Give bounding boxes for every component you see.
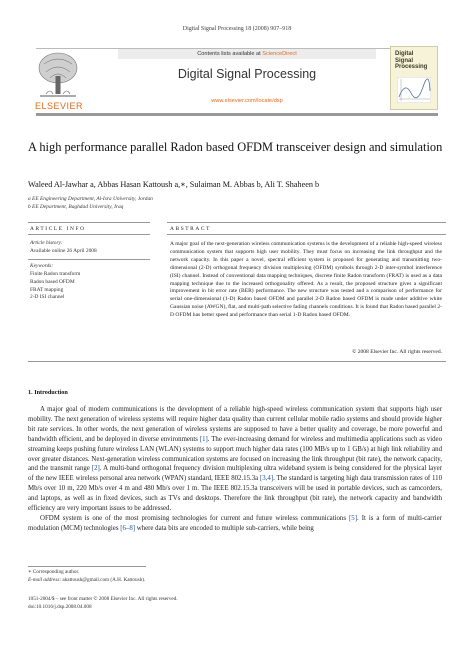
divider (167, 234, 446, 235)
journal-url[interactable] (118, 98, 376, 104)
journal-url-text[interactable]: www.elsevier.com/locate/dsp (211, 98, 283, 104)
abstract-text: A major goal of the next-generation wireless communication systems is the development of a reliable high-speed wireless communication system that supports high user mobility. They must focus on increasing the link throughput and the network capacity. In this paper a novel, spectral efficient system is proposed for generating and transmitting two-dimensional (2-D) orthogonal frequency division multiplexing (OFDM) symbols through 2-D inter-symbol interference (ISI) channel. Instead of conventional data mapping techniques, discrete finite Radon transform (FRAT) is used as a data mapping technique due to the increased orthogonality offered. As a result, the proposed structure gives a significant improvement in bit error rate (BER) performance. The new structure was tested and a comparison of performance for serial one-dimensional (1-D) Radon based OFDM and parallel 2-D Radon based OFDM is made under additive white Gaussian noise (AWGN), flat, and multi-path selective fading channels conditions. It is found that Radon based parallel 2-D OFDM has better speed and performance than serial 1-D Radon based OFDM. (170, 241, 442, 319)
email-label: E-mail address: (28, 577, 63, 583)
corresponding-author-note: ∗ Corresponding author. (28, 569, 80, 575)
cover-title-line: Processing (395, 64, 428, 71)
divider (28, 222, 150, 223)
email-link[interactable]: akattoush@gmail.com (A.H. Kattoush). (62, 577, 146, 583)
keyword: Radon based OFDM (30, 278, 75, 285)
journal-title: Digital Signal Processing (177, 67, 317, 81)
running-header: Digital Signal Processing 18 (2008) 907–918 (182, 26, 292, 32)
affiliation: b EE Department, Baghdad University, Iraq (28, 204, 124, 210)
citation-link[interactable]: [1] (199, 435, 208, 443)
contents-availability (118, 49, 376, 59)
history-value: Available online 26 April 2008 (30, 248, 97, 254)
publisher-name: ELSEVIER (34, 101, 84, 111)
paragraph (28, 514, 442, 534)
citation-link[interactable]: [5] (349, 514, 357, 522)
journal-cover (390, 46, 438, 110)
divider (28, 361, 446, 362)
paragraph-text: OFDM system is one of the most promising technologies for current and future wireless communications (40, 514, 350, 522)
cover-plot-icon (397, 77, 431, 103)
divider (167, 222, 446, 223)
paragraph-text: where data bits are encoded to multiple sub-carriers, while being (135, 524, 314, 532)
keyword-list (30, 271, 80, 302)
paper-title: A high performance parallel Radon based OFDM transceiver design and simulation (28, 140, 443, 154)
abstract-copyright: © 2008 Elsevier Inc. All rights reserved. (352, 349, 442, 355)
citation-link[interactable]: [6–8] (120, 524, 136, 532)
keyword: 2-D ISI channel (30, 294, 65, 301)
divider (28, 234, 150, 235)
footnote-divider (28, 566, 146, 567)
affiliation: a EE Engineering Department, Al-Isra University, Jordan (28, 196, 153, 202)
elsevier-tree-logo (36, 50, 80, 102)
abstract-header: ABSTRACT (170, 226, 211, 232)
email-note (28, 577, 145, 583)
paragraph-text: A major goal of modern communications is the development of a reliable high-speed wireless communication system that supports high user mobility. The next generation of wireless systems will require higher data quality than current cellular mobile radio systems and should provide higher bit rate services. In other words, the next generation of wireless systems are supposed to have a better quality and coverage, be more powerful and bandwidth efficient, and be deployed in diverse environments (28, 406, 442, 443)
paragraph-text: . The standard is targeting high data transmission rates of 110 Mb/s over 10 m, 220 Mb/s over 4 m and 480 Mb/s over 1 m. The IEEE 802.15.3a transceivers will be used in portable devices, such as camcorders, and laptops, as well as in fixed devices, such as TVs and desktops. Therefore the link throughput (bit rate), the network capacity and bandwidth efficiency are very important issues to be addressed. (28, 475, 442, 513)
sciencedirect-link[interactable]: ScienceDirect (262, 51, 297, 57)
cover-title-line: Digital (395, 51, 414, 57)
keyword: Finite Radon transform (30, 271, 81, 277)
keyword: FRAT mapping (30, 286, 64, 293)
section-heading: 1. Introduction (28, 389, 68, 396)
citation-link[interactable]: [3,4] (259, 475, 274, 483)
issn-line: 1051-2004/$ – see front matter © 2008 Elsevier Inc. All rights reserved. (28, 596, 178, 602)
doi-link[interactable]: doi:10.1016/j.dsp.2008.04.008 (28, 604, 92, 610)
keywords-label: Keywords: (30, 263, 54, 269)
cover-title-line: Signal (395, 57, 414, 64)
citation-link[interactable]: [2] (91, 465, 100, 473)
cover-title (395, 51, 435, 71)
history-label: Article history: (30, 240, 63, 246)
section-body (28, 405, 442, 534)
paragraph-text: . A multi-band orthogonal frequency division multiplexing ultra wideband system is being considered for the physical layer of the new IEEE wireless personal area network (WPAN) standard, IEEE 802.15.3a (28, 465, 442, 483)
article-info-header: ARTICLE INFO (30, 226, 86, 232)
divider (28, 259, 150, 260)
paragraph-text: . The ever-increasing demand for wireless and multimedia applications such as video streaming keeps pushing future wireless LAN (WLAN) systems to support much higher data rates (100 MB/s up to 1 GB/s) at high link reliability and over greater distances. Next-generation wireless communication systems are focused on increasing the link throughput (bit rate), the network capacity, and the transmit range (28, 435, 443, 473)
contents-prefix: Contents lists available at (197, 51, 263, 57)
paragraph-text: . It is a form of multi-carrier modulation (MCM) technologies (28, 514, 443, 532)
paragraph (28, 405, 442, 514)
author-list: Waleed Al-Jawhar a, Abbas Hasan Kattoush a,∗, Sulaiman M. Abbas b, Ali T. Shaheen b (28, 180, 320, 189)
